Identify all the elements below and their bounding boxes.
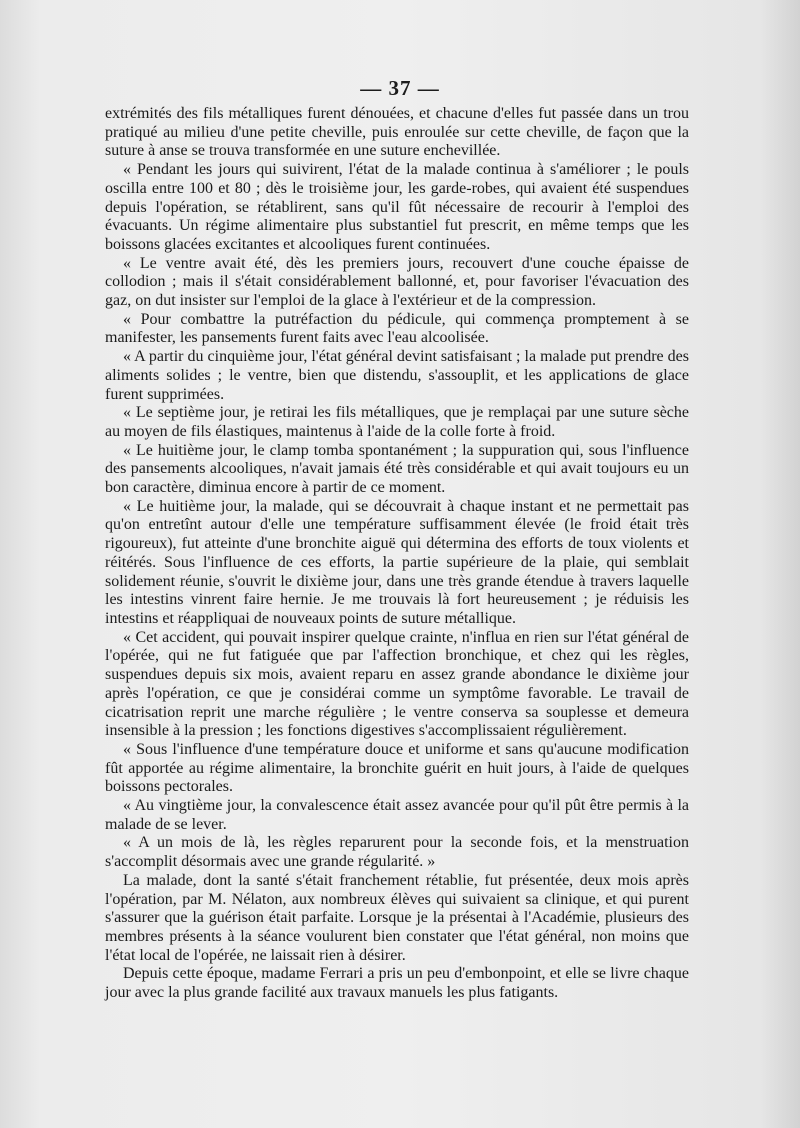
paragraph: « Le huitième jour, le clamp tomba spontanément ; la suppuration qui, sous l'influence des pansements alcooliques, n'avait jamais été très considérable et qui avait toujours eu un bon caractère, diminua encore à partir de ce moment. — [105, 441, 689, 497]
body-text — [105, 105, 689, 1003]
paragraph: « Pendant les jours qui suivirent, l'état de la malade continua à s'améliorer ; le pouls oscilla entre 100 et 80 ; dès le troisième jour, les garde-robes, qui avaient été suspendues depuis l'opération, se rétablirent, sans qu'il fût nécessaire de recourir à l'emploi des évacuants. Un régime alimentaire plus substantiel fut prescrit, en même temps que les boissons glacées excitantes et alcooliques furent continuées. — [105, 161, 689, 253]
paragraph: « A partir du cinquième jour, l'état général devint satisfaisant ; la malade put prendre des aliments solides ; le ventre, bien que distendu, s'assouplit, et les applications de glace furent supprimées. — [105, 348, 689, 403]
paragraph: La malade, dont la santé s'était franchement rétablie, fut présentée, deux mois après l'opération, par M. Nélaton, aux nombreux élèves qui suivaient sa clinique, et qui purent s'assurer que la guérison était parfaite. Lorsque je la présentai à l'Académie, plusieurs des membres présents à la séance voulurent bien constater que l'état général, non moins que l'état local de l'opérée, ne laissait rien à désirer. — [105, 871, 689, 964]
paragraph: « A un mois de là, les règles reparurent pour la seconde fois, et la menstruation s'accomplit désormais avec une grande régularité. » — [105, 834, 689, 871]
page-number: — 37 — — [360, 76, 440, 100]
paragraph: « Pour combattre la putréfaction du pédicule, qui commença promptement à se manifester, les pansements furent faits avec l'eau alcoolisée. — [105, 310, 689, 347]
paragraph: « Le septième jour, je retirai les fils métalliques, que je remplaçai par une suture sèche au moyen de fils élastiques, maintenus à l'aide de la colle forte à froid. — [105, 404, 689, 440]
paragraph: Depuis cette époque, madame Ferrari a pris un peu d'embonpoint, et elle se livre chaque jour avec la plus grande facilité aux travaux manuels les plus fatigants. — [105, 965, 689, 1002]
paragraph: « Cet accident, qui pouvait inspirer quelque crainte, n'influa en rien sur l'état général de l'opérée, qui ne fut fatiguée que par l'affection bronchique, et chez qui les règles, suspendues depuis six mois, avaient reparu en assez grande abondance le dixième jour après l'opération, ce que je considérai comme un symptôme favorable. Le travail de cicatrisation reprit une marche régulière ; le ventre conserva sa souplesse et demeura insensible à la pression ; les fonctions digestives s'accomplissaient régulièrement. — [105, 628, 689, 740]
paragraph: extrémités des fils métalliques furent dénouées, et chacune d'elles fut passée dans un trou pratiqué au milieu d'une petite cheville, puis enroulée sur cette cheville, de façon que la suture à anse se trouva transformée en une suture enchevillée. — [105, 105, 689, 160]
paragraph: « Le huitième jour, la malade, qui se découvrait à chaque instant et ne permettait pas qu'on entretînt autour d'elle une température suffisamment élevée (le froid était très rigoureux), fut atteinte d'une bronchite aiguë qui détermina des efforts de toux violents et réitérés. Sous l'influence de ces efforts, la partie supérieure de la plaie, qui semblait solidement réunie, s'ouvrit le dixième jour, dans une très grande étendue à travers laquelle les intestins vinrent faire hernie. Je me trouvais là fort heureusement ; je réduisis les intestins et réappliquai de nouveaux points de suture métallique. — [105, 497, 689, 627]
paragraph: « Au vingtième jour, la convalescence était assez avancée pour qu'il pût être permis à la malade de se lever. — [105, 797, 689, 833]
paragraph: « Le ventre avait été, dès les premiers jours, recouvert d'une couche épaisse de collodion ; mais il s'était considérablement ballonné, et, pour favoriser l'évacuation des gaz, on dut insister sur l'emploi de la glace à l'extérieur et de la compression. — [105, 254, 689, 310]
paragraph: « Sous l'influence d'une température douce et uniforme et sans qu'aucune modification fût apportée au régime alimentaire, la bronchite guérit en huit jours, à l'aide de quelques boissons pectorales. — [105, 740, 689, 796]
